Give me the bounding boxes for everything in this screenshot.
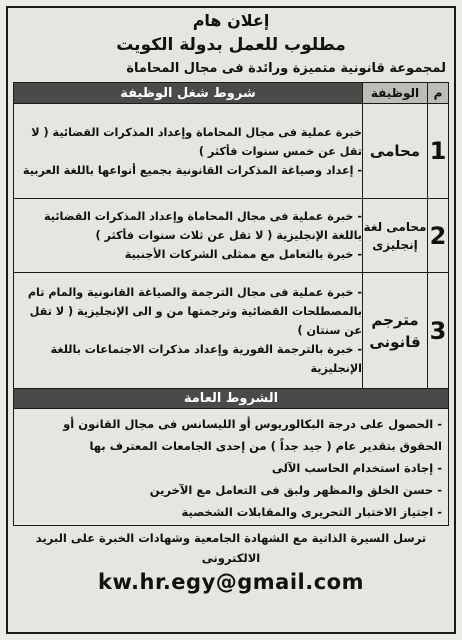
row-job-title: محامى (363, 104, 428, 199)
condition-line: - خبرة بالترجمة الفورية وإعداد مذكرات الاجتماعات باللغة الإنجليزية (50, 343, 362, 375)
column-header-number: م (428, 83, 449, 104)
row-conditions (14, 104, 363, 199)
ad-header (8, 10, 454, 80)
condition-line: - خبرة عملية فى مجال الترجمة والصياغة القانونية والمام تام بالمصطلحات القضائية وترجمتها من و الى الإنجليزية ( لا تقل عن سنتان ) (27, 286, 362, 337)
list-item: - اجتياز الاختبار التحريرى والمقابلات الشخصية (181, 505, 442, 519)
column-header-title: الوظيفة (363, 83, 428, 104)
list-item: - حسن الخلق والمظهر ولبق فى التعامل مع الآخرين (149, 483, 442, 497)
table-row (14, 273, 449, 389)
application-instruction: ترسل السيرة الذاتية مع الشهادة الجامعية وشهادات الخبرة على البريد الالكترونى (35, 531, 427, 565)
general-conditions-heading: الشروط العامة (13, 389, 449, 409)
general-conditions-list (13, 409, 449, 526)
condition-line: - خبرة عملية فى مجال المحاماة وإعداد المذكرات القضائية باللغة الإنجليزية ( لا تقل عن ثلاث سنوات فأكثر ) (43, 210, 362, 242)
row-job-title: مترجم قانونى (363, 273, 428, 389)
contact-email: kw.hr.egy@gmail.com (98, 570, 364, 594)
list-item: - إجادة استخدام الحاسب الآلى (271, 461, 442, 475)
row-number: 2 (428, 199, 449, 273)
ad-intro: لمجموعة قانونية متميزة ورائدة فى مجال المحاماة (126, 61, 446, 76)
row-number: 1 (428, 104, 449, 199)
ad-subtitle: مطلوب للعمل بدولة الكويت (116, 35, 346, 55)
table-row (14, 104, 449, 199)
jobs-table (13, 82, 449, 389)
condition-line: خبرة عملية فى مجال المحاماة وإعداد المذكرات القضائية ( لا تقل عن خمس سنوات فأكثر ) (31, 125, 362, 158)
column-header-conditions: شروط شغل الوظيفة (14, 83, 363, 104)
list-item: - الحصول على درجة البكالوريوس أو الليسانس فى مجال القانون أو الحقوق بتقدير عام ( جيد جداً ) من إحدى الجامعات المعترف بها (63, 417, 442, 453)
table-row (14, 199, 449, 273)
row-conditions (14, 199, 363, 273)
jobs-table-header (14, 83, 449, 104)
condition-line: - إعداد وصياغة المذكرات القانونية بجميع أنواعها باللغة العربية (22, 163, 362, 177)
ad-title: إعلان هام (192, 11, 270, 30)
row-number: 3 (428, 273, 449, 389)
row-job-title: محامى لغة إنجليزى (363, 199, 428, 273)
condition-line: - خبرة بالتعامل مع ممثلى الشركات الأجنبية (124, 248, 362, 261)
row-conditions (14, 273, 363, 389)
job-advertisement (6, 6, 456, 634)
